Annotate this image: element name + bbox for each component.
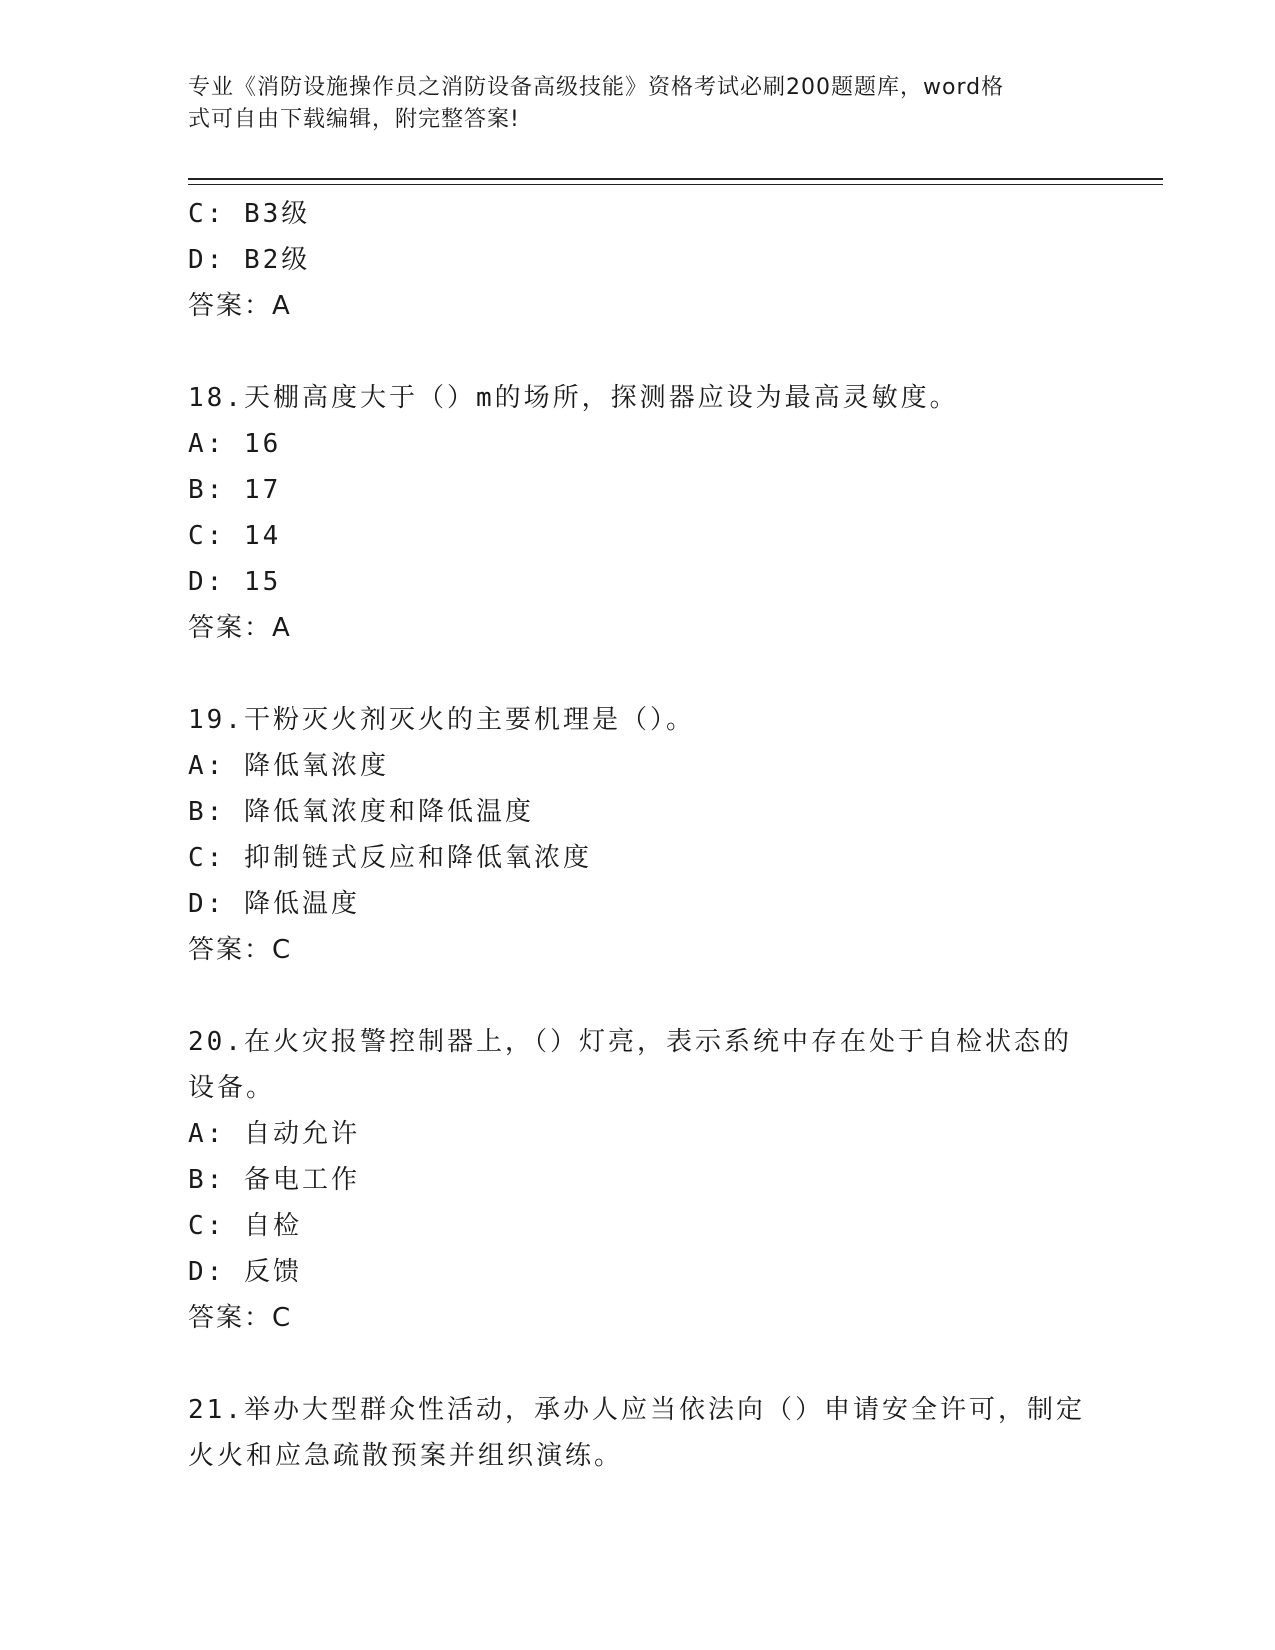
answer-label: 答案：	[188, 1303, 273, 1333]
option-d: D: B2级	[188, 245, 311, 275]
question-18	[188, 375, 1088, 651]
question-20	[188, 1019, 1088, 1341]
answer-label: 答案：	[188, 935, 273, 965]
answer-label: 答案：	[188, 291, 273, 321]
question-stem-line: 设备。	[188, 1073, 276, 1103]
option-b: B: 17	[188, 475, 282, 505]
answer-value: C	[272, 935, 292, 965]
spacer	[188, 1341, 1088, 1387]
answer-value: A	[272, 291, 291, 321]
spacer	[188, 973, 1088, 1019]
option-c: C: B3级	[188, 199, 311, 229]
question-stem	[188, 1019, 1088, 1111]
option-d: D: 反馈	[188, 1257, 302, 1287]
question-stem-line: 19.干粉灭火剂灭火的主要机理是（）。	[188, 705, 695, 735]
option-c: C: 14	[188, 521, 282, 551]
document-header	[188, 72, 1078, 136]
question-stem	[188, 1387, 1088, 1479]
option-c: C: 抑制链式反应和降低氧浓度	[188, 843, 592, 873]
header-title-line-2: 式可自由下载编辑，附完整答案!	[188, 107, 520, 132]
question-stem	[188, 697, 1088, 743]
question-21	[188, 1387, 1088, 1479]
option-d: D: 降低温度	[188, 889, 360, 919]
question-stem	[188, 375, 1088, 421]
question-stem-line: 火火和应急疏散预案并组织演练。	[188, 1441, 624, 1471]
question-stem-line: 20.在火灾报警控制器上，（）灯亮，表示系统中存在处于自检状态的	[188, 1027, 1072, 1057]
option-b: B: 降低氧浓度和降低温度	[188, 797, 534, 827]
answer-line	[188, 605, 1088, 651]
question-stem-line: 18.天棚高度大于（）m的场所，探测器应设为最高灵敏度。	[188, 383, 959, 413]
header-title-line-1: 专业《消防设施操作员之消防设备高级技能》资格考试必刷200题题库，word格	[188, 75, 1005, 100]
answer-line	[188, 927, 1088, 973]
option-a: A: 自动允许	[188, 1119, 360, 1149]
option-d: D: 15	[188, 567, 282, 597]
option-c: C: 自检	[188, 1211, 302, 1241]
answer-line	[188, 1295, 1088, 1341]
question-content	[188, 191, 1088, 1479]
question-19	[188, 697, 1088, 973]
answer-label: 答案：	[188, 613, 273, 643]
question-17-continuation	[188, 191, 1088, 329]
question-stem-line: 21.举办大型群众性活动，承办人应当依法向（）申请安全许可，制定	[188, 1395, 1085, 1425]
option-a: A: 16	[188, 429, 282, 459]
option-b: B: 备电工作	[188, 1165, 360, 1195]
answer-value: A	[272, 613, 291, 643]
header-divider-thin	[188, 184, 1163, 185]
answer-line	[188, 283, 1088, 329]
spacer	[188, 329, 1088, 375]
answer-value: C	[272, 1303, 292, 1333]
header-divider-thick	[188, 178, 1163, 180]
option-a: A: 降低氧浓度	[188, 751, 389, 781]
spacer	[188, 651, 1088, 697]
